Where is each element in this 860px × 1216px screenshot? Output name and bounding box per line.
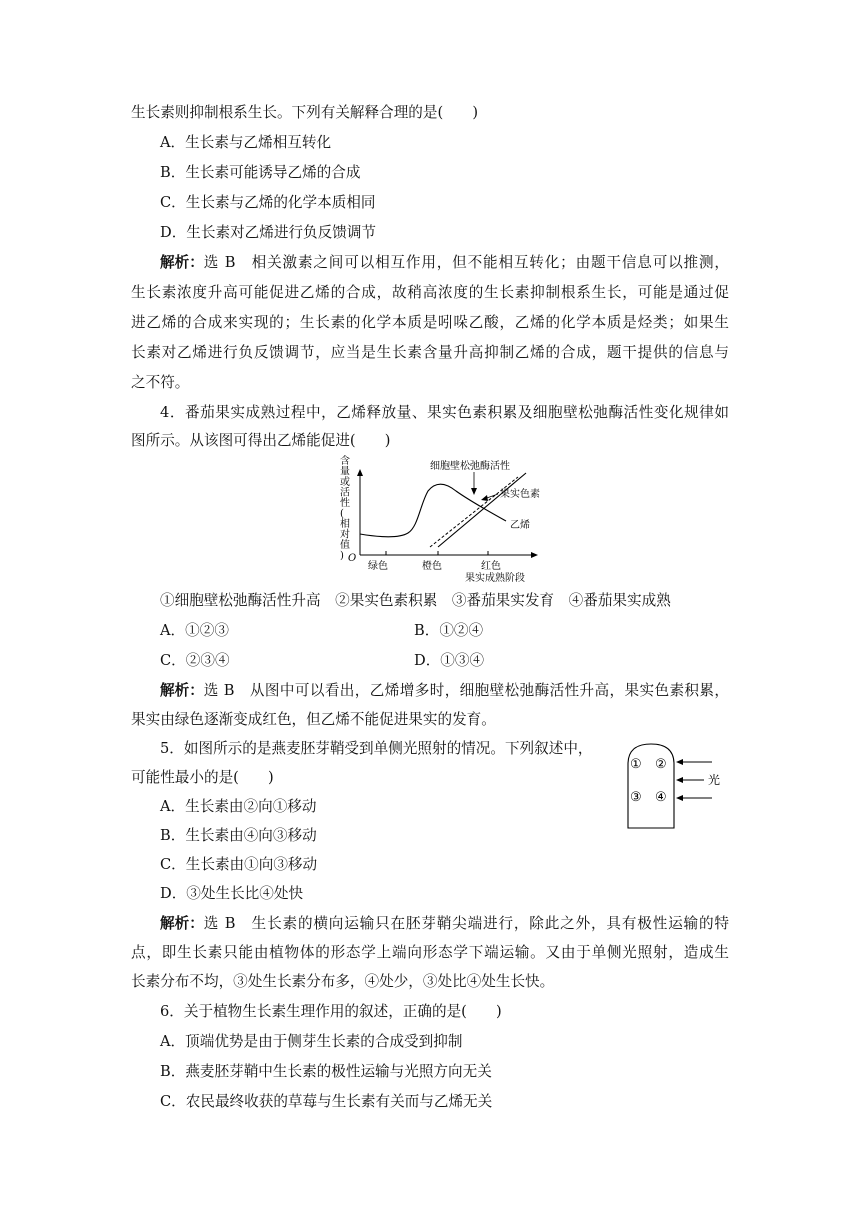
q3-answer-line-2: 生长素浓度升高可能促进乙烯的合成，故稍高浓度的生长素抑制根系生长，可能是通过促	[131, 284, 729, 301]
chart-y-axis-label-char: 或	[340, 477, 350, 488]
q3-option-d: D．生长素对乙烯进行负反馈调节	[160, 224, 377, 241]
coleoptile-label-3: ③	[630, 790, 642, 805]
chart-y-axis-label-char: 量	[340, 466, 350, 478]
q6-option-a: A．顶端优势是由于侧芽生长素的合成受到抑制	[160, 1033, 463, 1050]
q5-answer-line-2: 点，即生长素只能由植物体的形态学上端向形态学下端运输。又由于单侧光照射，造成生	[131, 944, 729, 961]
q5-answer-line-1	[160, 914, 729, 934]
q4-option-d: D．①③④	[414, 652, 485, 669]
q4-stem-line-2: 图所示。从该图可得出乙烯能促进( )	[131, 432, 391, 449]
coleoptile-label-4: ④	[655, 790, 667, 805]
answer-text: 选 B 生长素的横向运输只在胚芽鞘尖端进行，除此之外，具有极性运输的特	[203, 915, 729, 932]
chart-y-axis-label-char: (	[340, 508, 344, 520]
light-ray-arrow	[676, 795, 683, 801]
chart-y-axis-label-char: 含	[340, 456, 350, 467]
q4-stem-line-1: 4．番茄果实成熟过程中，乙烯释放量、果实色素积累及细胞壁松弛酶活性变化规律如	[160, 404, 729, 421]
q5-option-c: C．生长素由①向③移动	[160, 856, 318, 873]
chart-series-ethylene	[360, 484, 506, 537]
chart-y-axis-label-char: 对	[340, 529, 350, 541]
chart-x-axis-label: 果实成熟阶段	[465, 573, 525, 584]
q5-stem-line-1: 5．如图所示的是燕麦胚芽鞘受到单侧光照射的情况。下列叙述中，	[160, 740, 593, 757]
answer-label: 解析：	[160, 915, 204, 932]
chart-pointer-arrow	[471, 488, 477, 495]
q3-stem-tail: 生长素则抑制根系生长。下列有关解释合理的是( )	[131, 104, 479, 121]
chart-y-axis-label-char: 活	[340, 487, 350, 499]
q4-chart	[338, 455, 568, 585]
answer-text: 选 B 从图中可以看出，乙烯增多时，细胞壁松弛酶活性升高，果实色素积累，	[203, 682, 729, 699]
q4-option-c: C．②③④	[160, 652, 230, 669]
q5-answer-line-3: 长素分布不均，③处生长素分布多，④处少，③处比④处生长快。	[131, 973, 555, 990]
chart-y-axis-label-char: 相	[340, 519, 350, 530]
chart-x-tick-label: 绿色	[368, 561, 388, 572]
q5-option-b: B．生长素由④向③移动	[160, 827, 317, 844]
chart-origin-label: O	[348, 553, 357, 564]
light-ray-arrow	[676, 759, 683, 765]
q5-stem-line-2: 可能性最小的是( )	[131, 769, 274, 786]
chart-series-label-ethylene: 乙烯	[510, 520, 530, 531]
chart-y-axis-label-char: 性	[340, 498, 350, 509]
coleoptile-label-1: ①	[630, 757, 642, 772]
chart-y-axis-label	[340, 455, 350, 562]
chart-y-axis-label-char: 值	[340, 540, 350, 551]
answer-label: 解析：	[160, 254, 204, 271]
chart-series-label-enzyme: 细胞壁松弛酶活性	[430, 461, 510, 472]
q5-option-d: D．③处生长比④处快	[160, 885, 304, 902]
chart-x-axis-arrow	[531, 552, 538, 558]
q3-option-b: B．生长素可能诱导乙烯的合成	[160, 164, 361, 181]
q6-option-c: C．农民最终收获的草莓与生长素有关而与乙烯无关	[160, 1093, 493, 1110]
q3-option-c: C．生长素与乙烯的化学本质相同	[160, 194, 376, 211]
chart-y-axis-label-char: )	[340, 550, 344, 562]
chart-pointer-arrow	[481, 495, 488, 501]
answer-text: 选 B 相关激素之间可以相互作用，但不能相互转化；由题干信息可以推测，	[203, 254, 729, 271]
chart-series-label-pigment: 果实色素	[500, 489, 540, 500]
q5-option-a: A．生长素由②向①移动	[160, 798, 317, 815]
q3-answer-line-1	[160, 253, 729, 273]
q5-coleoptile-figure	[620, 740, 730, 830]
chart-x-tick-label: 红色	[481, 561, 501, 572]
q3-answer-line-5: 之不符。	[131, 374, 190, 391]
light-label: 光	[708, 773, 721, 787]
chart-x-tick-label: 橙色	[422, 561, 442, 572]
q4-option-a: A．①②③	[160, 622, 229, 639]
q3-answer-line-4: 长素对乙烯进行负反馈调节，应当是生长素含量升高抑制乙烯的合成，题干提供的信息与	[131, 344, 729, 361]
q3-answer-line-3: 进乙烯的合成来实现的；生长素的化学本质是吲哚乙酸，乙烯的化学本质是烃类；如果生	[131, 314, 729, 331]
light-ray-arrow	[676, 777, 683, 783]
q4-answer-line-1	[160, 681, 729, 701]
q4-option-b: B．①②④	[414, 622, 484, 639]
q4-answer-line-2: 果实由绿色逐渐变成红色，但乙烯不能促进果实的发育。	[131, 711, 496, 728]
coleoptile-label-2: ②	[655, 757, 667, 772]
chart-series-enzyme-activity	[438, 473, 526, 547]
q6-option-b: B．燕麦胚芽鞘中生长素的极性运输与光照方向无关	[160, 1063, 492, 1080]
q6-stem: 6．关于植物生长素生理作用的叙述，正确的是( )	[160, 1003, 502, 1020]
answer-label: 解析：	[160, 682, 204, 699]
chart-y-axis-arrow	[357, 469, 363, 476]
q4-items: ①细胞壁松弛酶活性升高 ②果实色素积累 ③番茄果实发育 ④番茄果实成熟	[160, 592, 671, 609]
q3-option-a: A．生长素与乙烯相互转化	[160, 134, 332, 151]
